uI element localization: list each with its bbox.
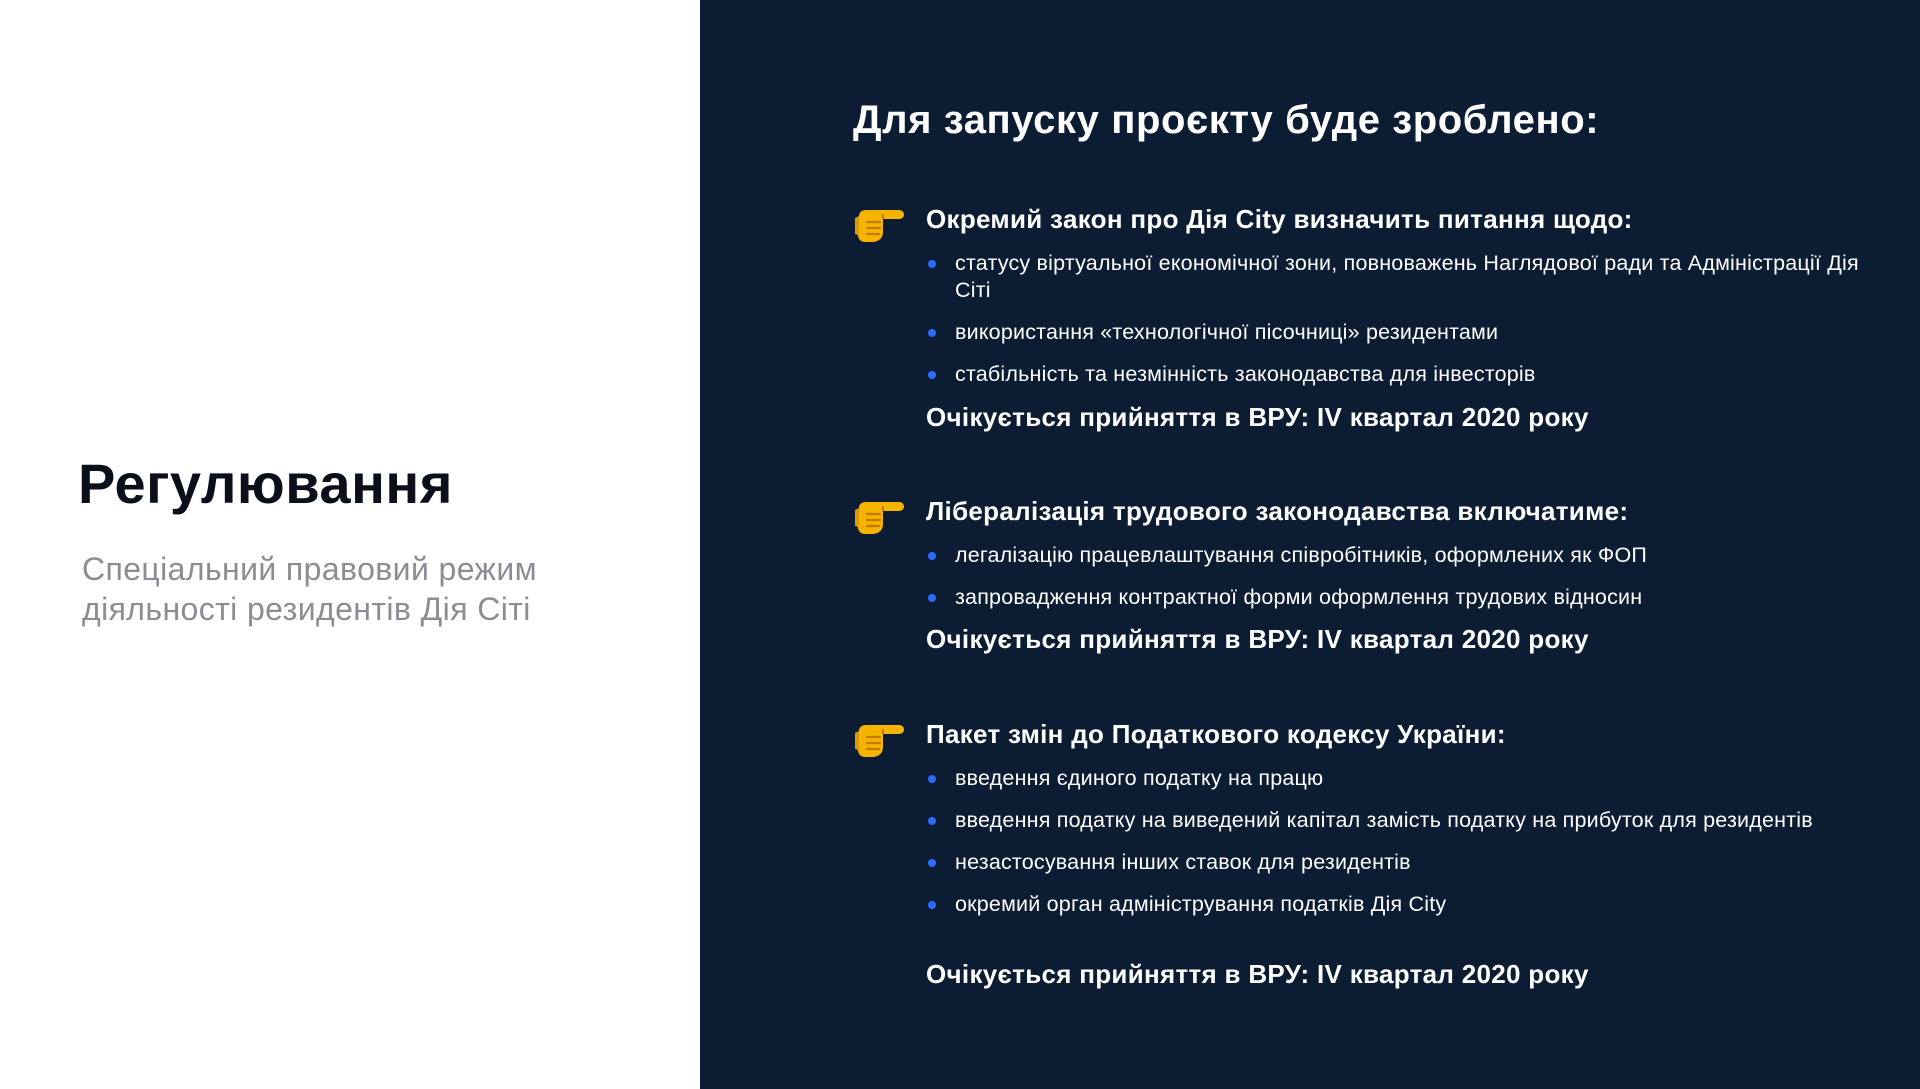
bullet-text: введення податку на виведений капітал замість податку на прибуток для резидентів: [955, 808, 1813, 832]
bullet-dot: [928, 817, 936, 825]
list-item: [926, 807, 1866, 834]
page-title: Регулювання: [78, 452, 453, 515]
bullet-dot: [928, 594, 936, 602]
bullet-dot: [928, 260, 936, 268]
bullet-text: введення єдиного податку на працю: [955, 766, 1324, 790]
bullet-text: використання «технологічної пісочниці» резидентами: [955, 320, 1499, 344]
bullet-dot: [928, 552, 936, 560]
bullet-dot: [928, 901, 936, 909]
pointing-hand-icon: [853, 202, 905, 244]
section-footer: Очікується прийняття в ВРУ: IV квартал 2020 року: [926, 402, 1589, 432]
section-footer: Очікується прийняття в ВРУ: IV квартал 2020 року: [926, 624, 1589, 654]
panel-heading: Для запуску проєкту буде зроблено:: [853, 98, 1600, 142]
page-subtitle: Спеціальний правовий режим діяльності резидентів Дія Сіті: [82, 551, 538, 627]
section-title: Окремий закон про Дія City визначить питання щодо:: [926, 204, 1633, 234]
bullet-list: [926, 542, 1866, 626]
list-item: [926, 849, 1866, 876]
bullet-list: [926, 765, 1866, 933]
bullet-dot: [928, 775, 936, 783]
bullet-dot: [928, 859, 936, 867]
bullet-dot: [928, 329, 936, 337]
list-item: [926, 250, 1866, 304]
pointing-hand-icon: [853, 717, 905, 759]
bullet-text: стабільність та незмінність законодавства для інвесторів: [955, 362, 1536, 386]
list-item: [926, 319, 1866, 346]
section-footer: Очікується прийняття в ВРУ: IV квартал 2020 року: [926, 959, 1589, 989]
section-title: Лібералізація трудового законодавства включатиме:: [926, 496, 1629, 526]
bullet-text: незастосування інших ставок для резидентів: [955, 850, 1411, 874]
left-panel: [0, 0, 700, 1089]
list-item: [926, 361, 1866, 388]
list-item: [926, 765, 1866, 792]
bullet-text: запровадження контрактної форми оформлення трудових відносин: [955, 585, 1643, 609]
bullet-text: легалізацію працевлаштування співробітників, оформлених як ФОП: [955, 543, 1648, 567]
bullet-text: окремий орган адміністрування податків Дія City: [955, 892, 1447, 916]
bullet-list: [926, 250, 1866, 403]
list-item: [926, 542, 1866, 569]
list-item: [926, 584, 1866, 611]
section-title: Пакет змін до Податкового кодексу України:: [926, 719, 1506, 749]
pointing-hand-icon: [853, 494, 905, 536]
bullet-dot: [928, 371, 936, 379]
bullet-text: статусу віртуальної економічної зони, повноважень Наглядової ради та Адміністрації Дія Сіті: [955, 251, 1859, 302]
list-item: [926, 891, 1866, 918]
right-panel: [700, 0, 1920, 1089]
